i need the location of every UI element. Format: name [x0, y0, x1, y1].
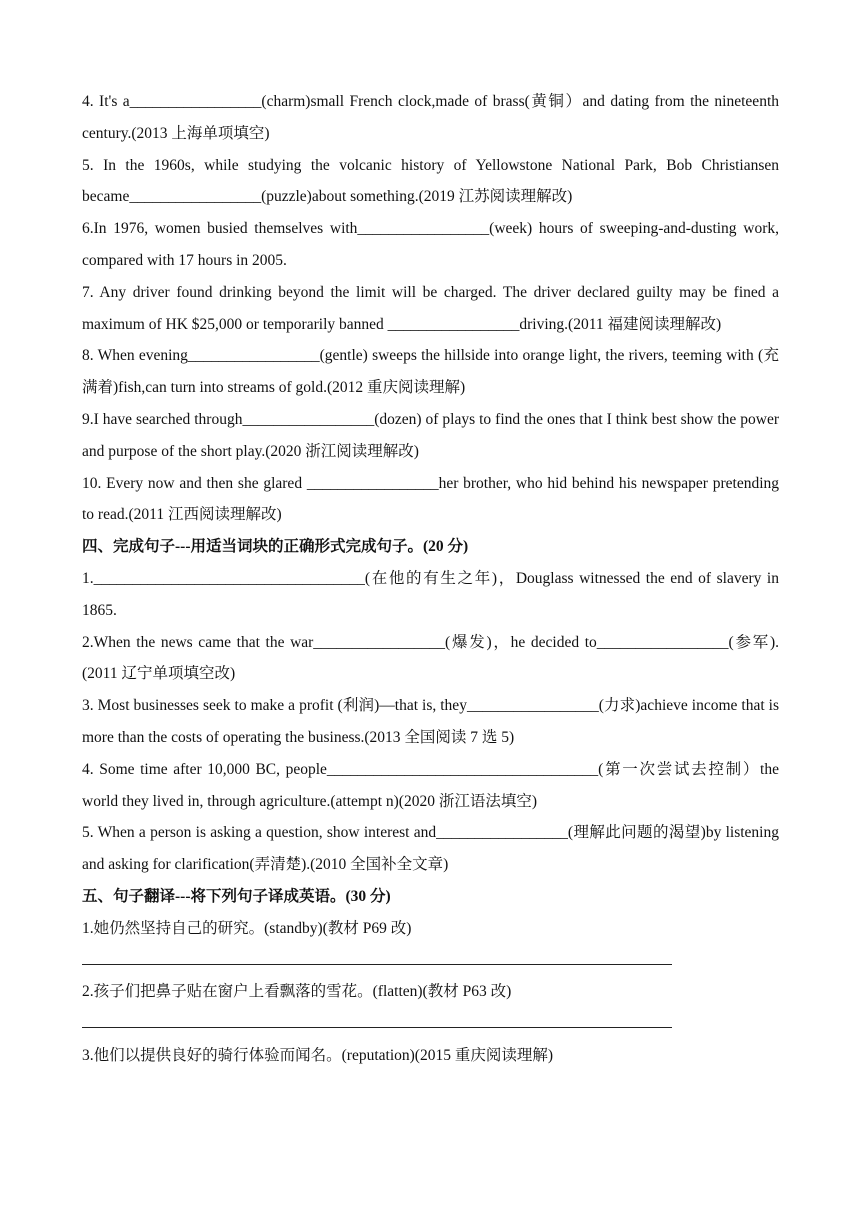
- question-3-7: 7. Any driver found drinking beyond the limit will be charged. The driver declared guilty may be fined a maximum of HK $25,000 or temporarily banned _________________driving.(2011 福建阅读理解改): [82, 283, 779, 333]
- question-4-1: 1.___________________________________(在他的有生之年)，Douglass witnessed the end of slavery in 1865.: [82, 569, 779, 619]
- section-4-heading: 四、完成句子---用适当词块的正确形式完成句子。(20 分): [82, 538, 469, 556]
- question-4-4: 4. Some time after 10,000 BC, people___________________________________(第一次尝试去控制）the world they lived in, through agriculture.(attempt n)(2020 浙江语法填空): [82, 760, 779, 810]
- question-5-1: 1.她仍然坚持自己的研究。(standby)(教材 P69 改): [82, 919, 412, 937]
- question-3-10: 10. Every now and then she glared _________________her brother, who hid behind his newspaper pretending to read.(2011 江西阅读理解改): [82, 474, 779, 524]
- question-3-5: 5. In the 1960s, while studying the volcanic history of Yellowstone National Park, Bob Christiansen became_________________(puzzle)about something.(2019 江苏阅读理解改): [82, 156, 779, 206]
- question-5-2: 2.孩子们把鼻子贴在窗户上看飘落的雪花。(flatten)(教材 P63 改): [82, 983, 512, 1001]
- question-3-4: 4. It's a_________________(charm)small French clock,made of brass(黄铜）and dating from the nineteenth century.(2013 上海单项填空): [82, 93, 779, 142]
- question-5-3: 3.他们以提供良好的骑行体验而闻名。(reputation)(2015 重庆阅读理解): [82, 1046, 553, 1064]
- worksheet-page: [82, 86, 779, 1072]
- question-4-3: 3. Most businesses seek to make a profit (利润)—that is, they_________________(力求)achieve income that is more than the costs of operating the business.(2013 全国阅读 7 选 5): [82, 697, 780, 746]
- answer-line[interactable]: [82, 945, 779, 977]
- question-3-8: 8. When evening_________________(gentle) sweeps the hillside into orange light, the rivers, teeming with (充满着)fish,can turn into streams of gold.(2012 重庆阅读理解): [82, 347, 779, 397]
- question-4-5: 5. When a person is asking a question, show interest and_________________(理解此问题的渴望)by listening and asking for clarification(弄清楚).(2010 全国补全文章): [82, 824, 779, 874]
- question-3-9: 9.I have searched through_________________(dozen) of plays to find the ones that I think best show the power and purpose of the short play.(2020 浙江阅读理解改): [82, 410, 779, 460]
- question-4-2: 2.When the news came that the war_________________(爆发)，he decided to_________________(参军).(2011 辽宁单项填空改): [82, 633, 779, 683]
- answer-underline: [82, 964, 672, 965]
- answer-line[interactable]: [82, 1008, 779, 1040]
- answer-underline: [82, 1027, 672, 1028]
- section-5-heading: 五、句子翻译---将下列句子译成英语。(30 分): [82, 887, 391, 905]
- question-3-6: 6.In 1976, women busied themselves with_________________(week) hours of sweeping-and-dusting work, compared with 17 hours in 2005.: [82, 220, 779, 269]
